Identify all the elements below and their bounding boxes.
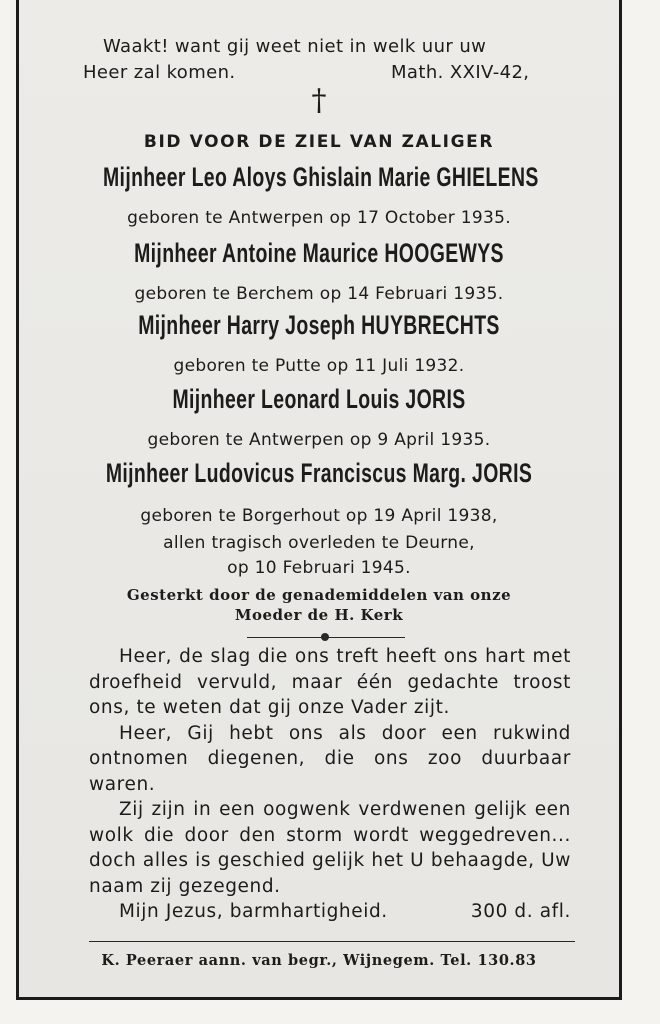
printer-credit: K. Peeraer aann. van begr., Wijnegem. Tel. 130.83 (101, 952, 537, 969)
verse-line-1: Waakt! want gij weet niet in welk uur uw (103, 36, 487, 57)
prayer-paragraph-3: Zij zijn in een oogwenk verdwenen gelijk een wolk die door den storm wordt weggedreven... doch alles is geschied gelijk het U behaagde, Uw naam zij gezegend. (89, 799, 571, 897)
person-birth-2: geboren te Berchem op 14 Februari 1935. (134, 284, 504, 304)
prayer-heading: BID VOOR DE ZIEL VAN ZALIGER (143, 132, 495, 152)
death-line-2: op 10 Februari 1945. (227, 558, 411, 578)
indulgence-line (89, 899, 571, 925)
prayer-paragraph-2: Heer, Gij hebt ons als door een rukwind ontnomen diegenen, die ons zoo duurbaar waren. (89, 722, 571, 795)
sacraments-line-1: Gesterkt door de genademiddelen van onze (126, 586, 512, 604)
verse-reference: Math. XXIV-42, (391, 62, 530, 83)
person-birth-1: geboren te Antwerpen op 17 October 1935. (127, 208, 511, 228)
footer-divider (89, 941, 575, 942)
prayer-text (89, 644, 571, 925)
person-name-3: Mijnheer Harry Joseph HUYBRECHTS (138, 310, 500, 340)
person-birth-3: geboren te Putte op 11 Juli 1932. (173, 356, 465, 376)
person-name-1: Mijnheer Leo Aloys Ghislain Marie GHIELENS (102, 162, 539, 192)
person-birth-4: geboren te Antwerpen op 9 April 1935. (147, 430, 491, 450)
memorial-card (16, 0, 622, 1000)
prayer-paragraph-1: Heer, de slag die ons treft heeft ons hart met droefheid vervuld, maar één gedachte troost ons, te weten dat gij onze Vader zijt. (89, 646, 571, 718)
person-name-2: Mijnheer Antoine Maurice HOOGEWYS (134, 238, 504, 268)
person-birth-5: geboren te Borgerhout op 19 April 1938, (140, 506, 498, 526)
person-name-5: Mijnheer Ludovicus Franciscus Marg. JORIS (105, 458, 533, 488)
indulgence-days: 300 d. afl. (470, 901, 571, 922)
sacraments-line-2: Moeder de H. Kerk (234, 606, 404, 624)
indulgence-text: Mijn Jezus, barmhartigheid. (119, 901, 388, 922)
cross-icon: † (311, 83, 327, 118)
person-name-4: Mijnheer Leonard Louis JORIS (172, 384, 466, 414)
card-paper (19, 0, 619, 997)
death-line-1: allen tragisch overleden te Deurne, (163, 533, 475, 553)
divider-ornament-icon (321, 633, 329, 641)
verse-line-2: Heer zal komen. (83, 62, 236, 83)
